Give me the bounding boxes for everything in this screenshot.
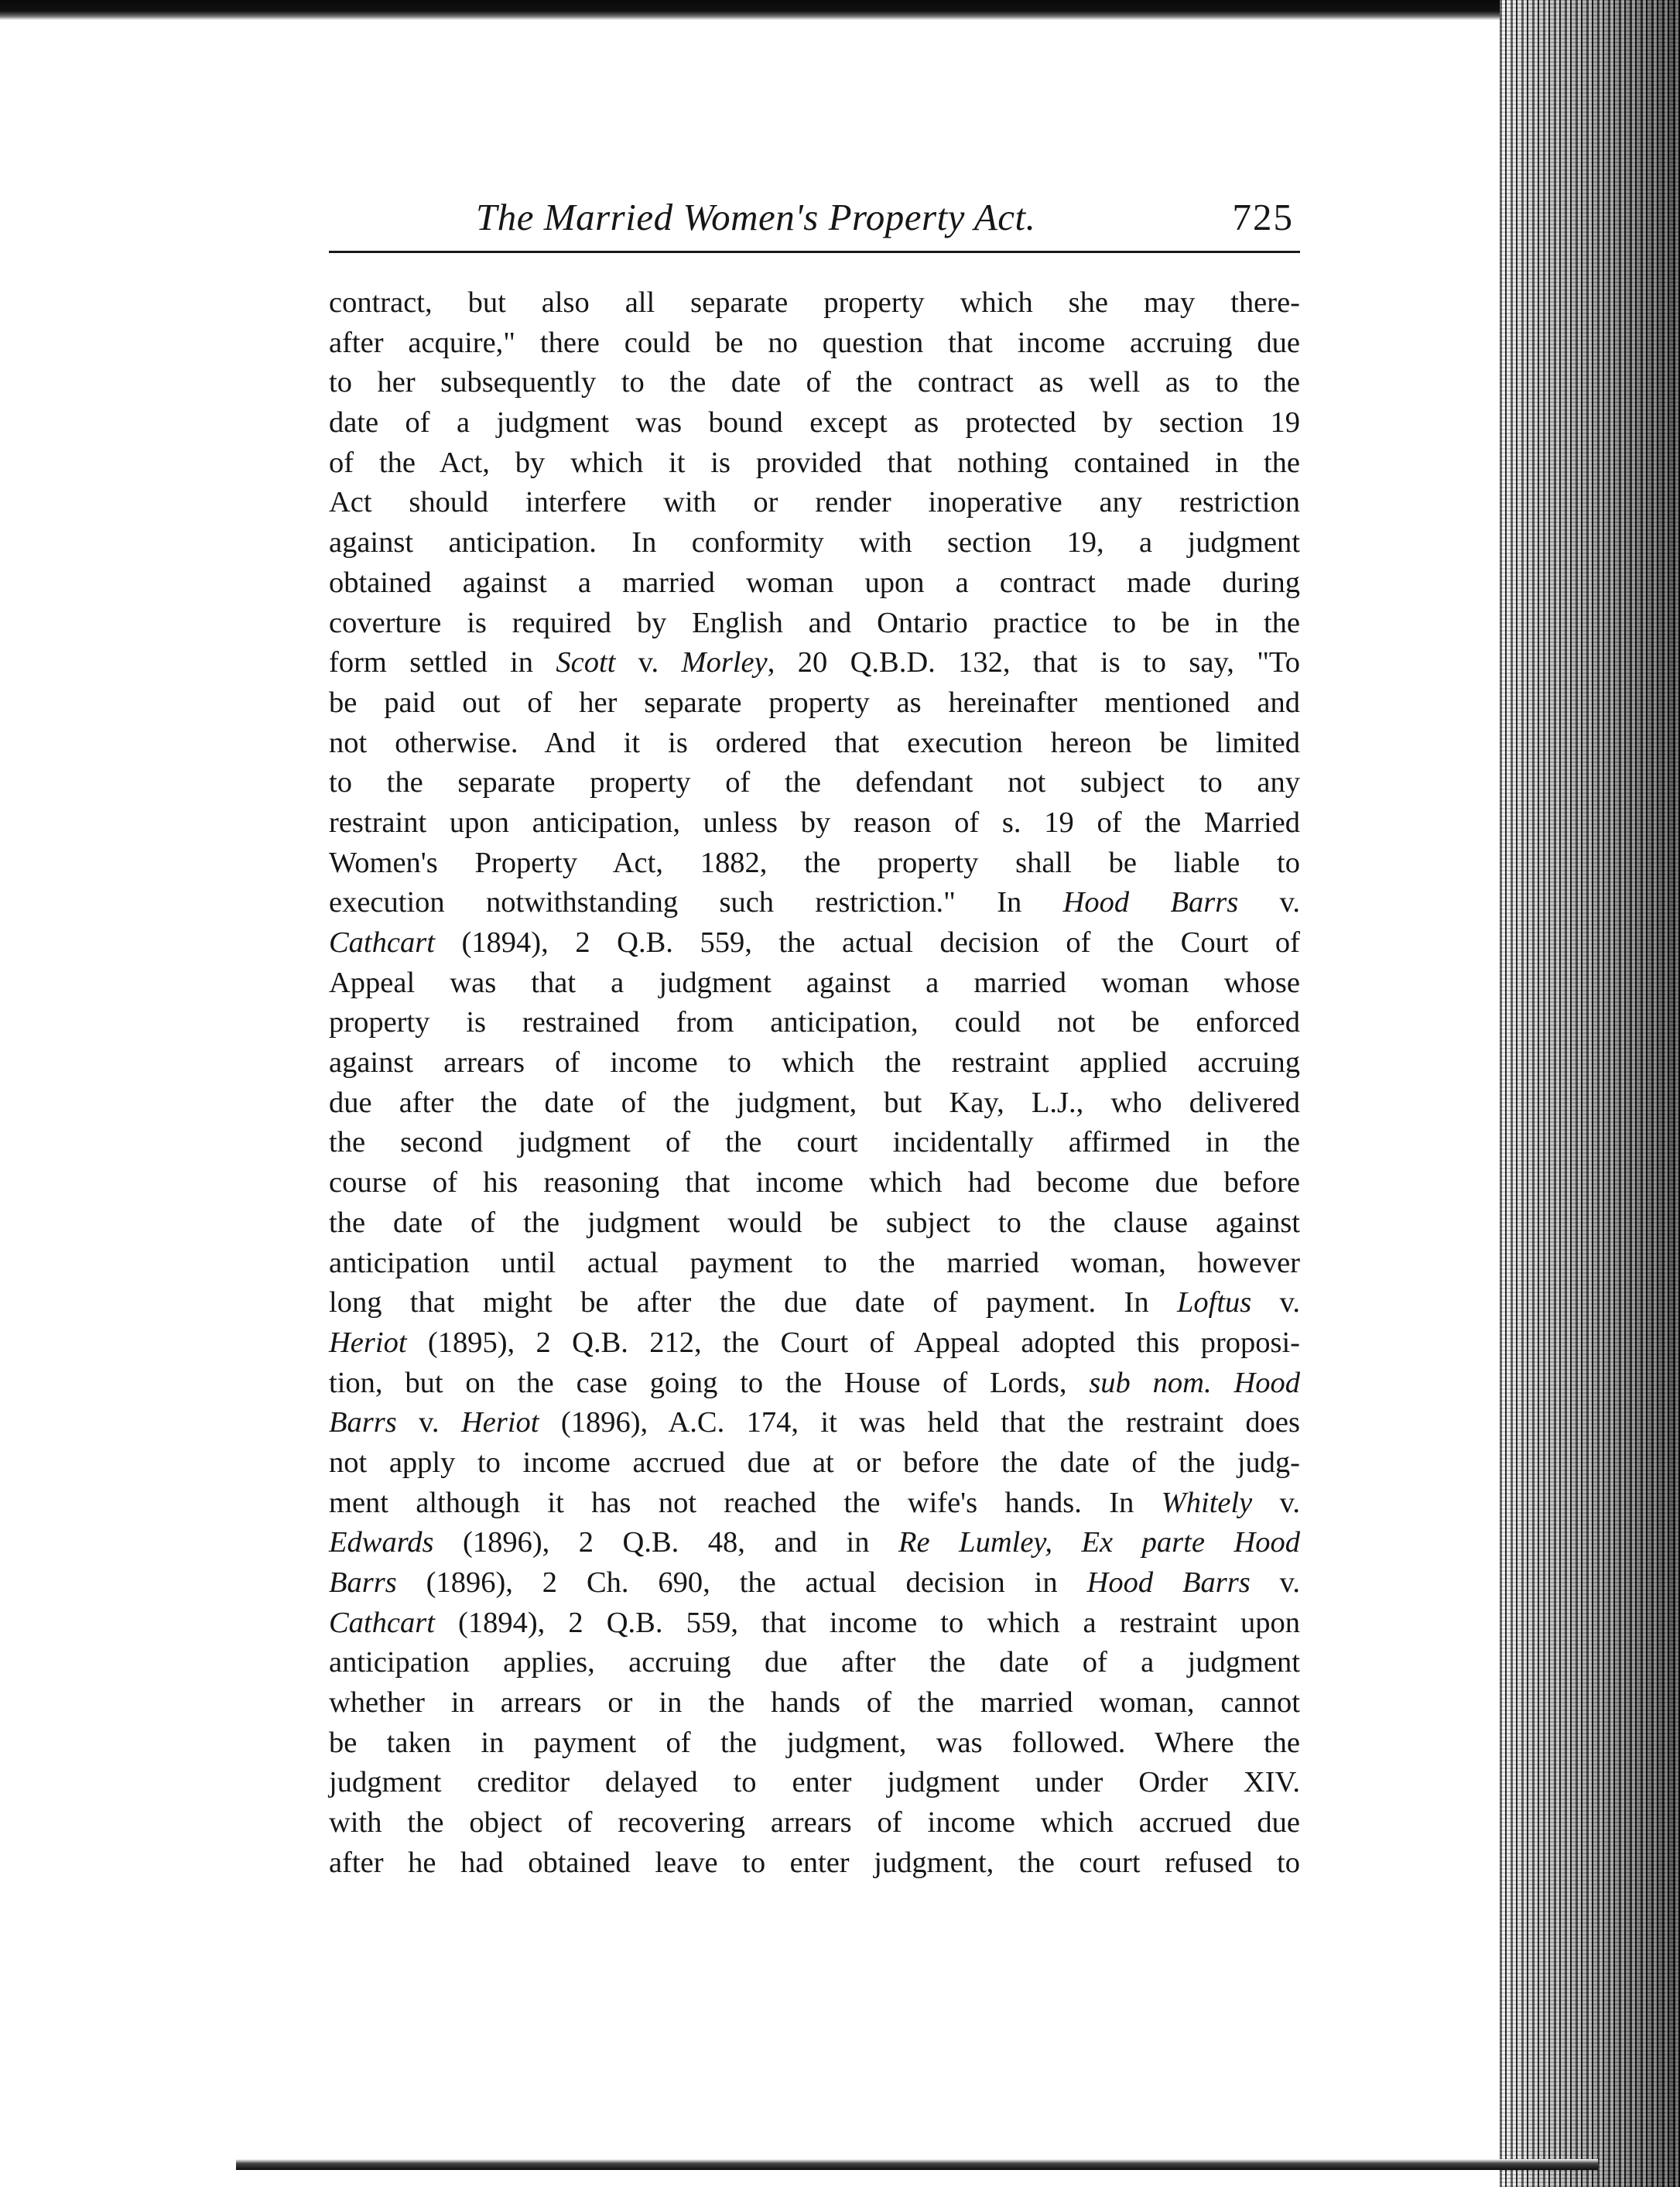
case-citation-italic: Loftus	[1176, 1286, 1252, 1319]
header-rule	[329, 251, 1300, 253]
text-line: to the separate property of the defendant not subject to any	[329, 766, 1300, 799]
text-line: anticipation applies, accruing due after the date of a judgment	[329, 1646, 1300, 1679]
body-text	[329, 283, 1300, 1884]
text-line: restraint upon anticipation, unless by reason of s. 19 of the Married	[329, 806, 1300, 839]
case-citation-italic: Barrs	[329, 1406, 397, 1439]
text-line: Cathcart (1894), 2 Q.B. 559, that income to which a restraint upon	[329, 1606, 1300, 1639]
text-line: be taken in payment of the judgment, was followed. Where the	[329, 1726, 1300, 1759]
text-line: be paid out of her separate property as hereinafter mentioned and	[329, 686, 1300, 719]
text-line: property is restrained from anticipation, could not be enforced	[329, 1006, 1300, 1039]
text-line: tion, but on the case going to the House of Lords, sub nom. Hood	[329, 1366, 1300, 1399]
case-citation-italic: sub nom.	[1089, 1366, 1212, 1399]
text-line: Act should interfere with or render inoperative any restriction	[329, 486, 1300, 519]
text-line: Edwards (1896), 2 Q.B. 48, and in Re Lumley, Ex parte Hood	[329, 1526, 1300, 1559]
text-line: not apply to income accrued due at or before the date of the judg-	[329, 1446, 1300, 1479]
text-line: date of a judgment was bound except as protected by section 19	[329, 406, 1300, 440]
text-line: the second judgment of the court incidentally affirmed in the	[329, 1126, 1300, 1159]
text-line: Cathcart (1894), 2 Q.B. 559, the actual decision of the Court of	[329, 926, 1300, 959]
text-line: due after the date of the judgment, but Kay, L.J., who delivered	[329, 1086, 1300, 1119]
scan-bottom-edge	[236, 2159, 1598, 2170]
running-title: The Married Women's Property Act.	[476, 196, 1036, 238]
text-line: to her subsequently to the date of the contract as well as to the	[329, 366, 1300, 399]
text-line: long that might be after the due date of payment. In Loftus v.	[329, 1286, 1301, 1319]
text-line: contract, but also all separate property which she may there-	[329, 286, 1300, 319]
case-citation-italic: Hood	[1233, 1366, 1300, 1399]
case-citation-italic: Ex parte Hood	[1081, 1526, 1300, 1559]
text-line: ment although it has not reached the wife's hands. In Whitely v.	[329, 1486, 1300, 1519]
text-line: not otherwise. And it is ordered that execution hereon be limited	[329, 726, 1300, 759]
text-line: the date of the judgment would be subject to the clause against	[329, 1206, 1300, 1239]
case-citation-italic: Whitely	[1161, 1486, 1253, 1519]
case-citation-italic: Heriot	[329, 1326, 407, 1359]
case-citation-italic: Heriot	[460, 1406, 539, 1439]
text-line: Women's Property Act, 1882, the property shall be liable to	[329, 846, 1300, 879]
case-citation-italic: Re Lumley,	[898, 1526, 1052, 1559]
page-number: 725	[1232, 196, 1294, 238]
scan-top-edge	[0, 0, 1594, 20]
text-line: Barrs (1896), 2 Ch. 690, the actual decision in Hood Barrs v.	[329, 1566, 1301, 1599]
text-line: judgment creditor delayed to enter judgment under Order XIV.	[329, 1766, 1300, 1799]
text-line: whether in arrears or in the hands of the married woman, cannot	[329, 1686, 1300, 1720]
case-citation-italic: Edwards	[329, 1526, 434, 1559]
scan-book-spine-edge	[1500, 0, 1680, 2187]
text-line: course of his reasoning that income which had become due before	[329, 1166, 1300, 1200]
page-header	[329, 187, 1300, 248]
text-line: Barrs v. Heriot (1896), A.C. 174, it was held that the restraint does	[329, 1406, 1301, 1439]
case-citation-italic: Hood Barrs	[1062, 886, 1239, 919]
text-line: after acquire," there could be no question that income accruing due	[329, 326, 1300, 359]
text-line: with the object of recovering arrears of income which accrued due	[329, 1806, 1300, 1840]
case-citation-italic: Hood Barrs	[1086, 1566, 1251, 1599]
case-citation-italic: Cathcart	[329, 926, 435, 959]
text-line: against arrears of income to which the restraint applied accruing	[329, 1046, 1300, 1080]
case-citation-italic: Morley	[681, 646, 768, 679]
text-line: form settled in Scott v. Morley, 20 Q.B.D. 132, that is to say, "To	[329, 646, 1301, 679]
text-line: against anticipation. In conformity with section 19, a judgment	[329, 526, 1300, 560]
case-citation-italic: Scott	[556, 646, 616, 679]
text-line: Heriot (1895), 2 Q.B. 212, the Court of Appeal adopted this proposi-	[329, 1326, 1300, 1359]
text-line: of the Act, by which it is provided that nothing contained in the	[329, 446, 1300, 479]
case-citation-italic: Cathcart	[329, 1606, 435, 1639]
text-line: execution notwithstanding such restriction." In Hood Barrs v.	[329, 886, 1300, 919]
text-line: anticipation until actual payment to the married woman, however	[329, 1246, 1300, 1279]
text-line: after he had obtained leave to enter judgment, the court refused to	[329, 1846, 1300, 1879]
text-line: coverture is required by English and Ontario practice to be in the	[329, 606, 1300, 639]
case-citation-italic: Barrs	[329, 1566, 397, 1599]
text-line: Appeal was that a judgment against a married woman whose	[329, 966, 1300, 999]
text-line: obtained against a married woman upon a contract made during	[329, 566, 1300, 599]
